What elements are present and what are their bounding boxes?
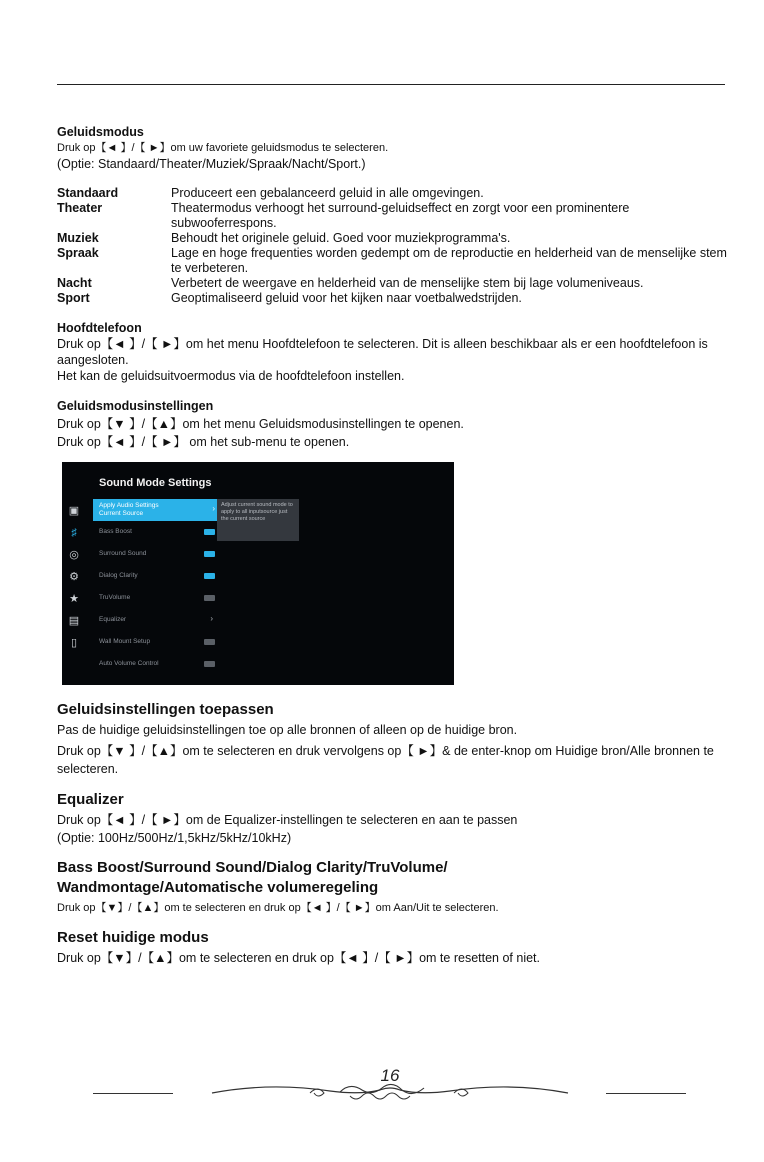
instellingen-line2: Druk op【◄ 】/【 ►】 om het sub-menu te openen. — [57, 435, 350, 449]
accessibility-icon: ★ — [69, 593, 79, 605]
menu-item-label: TruVolume — [99, 594, 131, 601]
mode-desc: Geoptimaliseerd geluid voor het kijken naar voetbalwedstrijden. — [171, 291, 522, 305]
mode-definitions — [57, 186, 727, 306]
toggle-off[interactable] — [204, 639, 215, 645]
apply-audio-settings-label: Apply Audio Settings — [99, 502, 159, 509]
sound-icon: ♯ — [71, 527, 77, 539]
toepassen-heading: Geluidsinstellingen toepassen — [57, 701, 274, 718]
menu-item-label: Equalizer — [99, 616, 127, 623]
flourish-ornament-icon — [210, 1078, 570, 1108]
geluidsmodus-line2: (Optie: Standaard/Theater/Muziek/Spraak/Nacht/Sport.) — [57, 157, 366, 171]
page-footer — [0, 1060, 764, 1120]
equalizer-line2: (Optie: 100Hz/500Hz/1,5kHz/5kHz/10kHz) — [57, 831, 292, 845]
toggle-on[interactable] — [204, 573, 215, 579]
reset-heading: Reset huidige modus — [57, 929, 209, 946]
footer-rule-left — [93, 1093, 173, 1094]
bass-heading-1: Bass Boost/Surround Sound/Dialog Clarity/TruVolume/ — [57, 859, 448, 876]
current-source-label: Current Source — [99, 510, 144, 517]
mode-desc: Produceert een gebalanceerd geluid in alle omgevingen. — [171, 186, 484, 200]
hoofdtelefoon-heading: Hoofdtelefoon — [57, 321, 142, 335]
instellingen-line1: Druk op【▼ 】/【▲】om het menu Geluidsmodusinstellingen te openen. — [57, 417, 464, 431]
geluidsmodus-heading: Geluidsmodus — [57, 125, 144, 139]
picture-icon: ▣ — [68, 505, 80, 517]
bass-line1: Druk op【▼】/【▲】om te selecteren en druk op【◄ 】/【 ►】om Aan/Uit te selecteren. — [57, 902, 499, 914]
tooltip: Adjust current sound mode to apply to all inputsource just the current source — [217, 499, 299, 541]
mode-desc: Theatermodus verhoogt het surround-geluidseffect en zorgt voor een prominentere subwooferrespons. — [171, 201, 630, 230]
mode-desc: Behoudt het originele geluid. Goed voor muziekprogramma's. — [171, 231, 511, 245]
menu-item-label: Surround Sound — [99, 550, 147, 557]
bass-heading-2: Wandmontage/Automatische volumeregeling — [57, 879, 379, 896]
tv-icon: ▯ — [70, 637, 78, 649]
hoofdtelefoon-line2: Het kan de geluidsuitvoermodus via de hoofdtelefoon instellen. — [57, 369, 405, 383]
auto-volume-control-item[interactable] — [93, 653, 215, 675]
mode-term: Nacht — [57, 276, 92, 290]
dialog-clarity-item[interactable] — [93, 565, 215, 587]
mode-term: Standaard — [57, 186, 119, 200]
equalizer-line1: Druk op【◄ 】/【 ►】om de Equalizer-instellingen te selecteren en aan te passen — [57, 813, 518, 827]
equalizer-item[interactable] — [93, 609, 215, 631]
mode-term: Spraak — [57, 246, 99, 260]
menu-item-label: Wall Mount Setup — [99, 638, 151, 645]
wall-mount-setup-item[interactable] — [93, 631, 215, 653]
toggle-on[interactable] — [204, 529, 215, 535]
chevron-right-icon: › — [212, 504, 215, 513]
mode-desc: Verbetert de weergave en helderheid van de menselijke stem bij lage volumeniveaus. — [171, 276, 644, 290]
toggle-off[interactable] — [204, 661, 215, 667]
surround-sound-item[interactable] — [93, 543, 215, 565]
bass-boost-item[interactable] — [93, 521, 215, 543]
mode-term: Muziek — [57, 231, 99, 245]
hoofdtelefoon-line1: Druk op【◄ 】/【 ►】om het menu Hoofdtelefoon te selecteren. Dit is alleen beschikbaar als er een hoofdtelefoon is aangesloten. — [57, 337, 708, 367]
equalizer-heading: Equalizer — [57, 791, 124, 808]
header-rule — [57, 84, 725, 85]
menu-item-label: Auto Volume Control — [99, 660, 159, 667]
reset-line1: Druk op【▼】/【▲】om te selecteren en druk op【◄ 】/【 ►】om te resetten of niet. — [57, 951, 540, 965]
toggle-on[interactable] — [204, 551, 215, 557]
sound-mode-settings-screenshot — [62, 462, 454, 685]
toepassen-line2: Druk op【▼ 】/【▲】om te selecteren en druk vervolgens op【 ►】& de enter-knop om Huidige bron/Alle bronnen te selecteren. — [57, 744, 714, 776]
menu-item-label: Dialog Clarity — [99, 572, 138, 579]
mode-term: Sport — [57, 291, 90, 305]
geluidsmodus-line1: Druk op【◄ 】/【 ►】om uw favoriete geluidsmodus te selecteren. — [57, 142, 389, 154]
toepassen-line1: Pas de huidige geluidsinstellingen toe op alle bronnen of alleen op de huidige bron. — [57, 723, 518, 737]
truvolume-item[interactable] — [93, 587, 215, 609]
network-icon: ◎ — [69, 549, 79, 561]
mode-desc: Lage en hoge frequenties worden gedempt om de reproductie en helderheid van de menselijke stem te verbeteren. — [171, 246, 727, 275]
toggle-off[interactable] — [204, 595, 215, 601]
settings-icon: ⚙ — [69, 571, 79, 583]
list-icon: ▤ — [68, 615, 80, 627]
mode-term: Theater — [57, 201, 103, 215]
chevron-right-icon: › — [210, 614, 213, 623]
instellingen-heading: Geluidsmodusinstellingen — [57, 399, 214, 413]
footer-rule-right — [606, 1093, 686, 1094]
page-number: 16 — [380, 1066, 400, 1085]
menu-item-label: Bass Boost — [99, 528, 132, 535]
tv-menu-title: Sound Mode Settings — [99, 477, 212, 489]
apply-audio-settings-item[interactable] — [93, 499, 217, 521]
page-content — [57, 124, 727, 450]
page-content-lower — [57, 700, 727, 966]
